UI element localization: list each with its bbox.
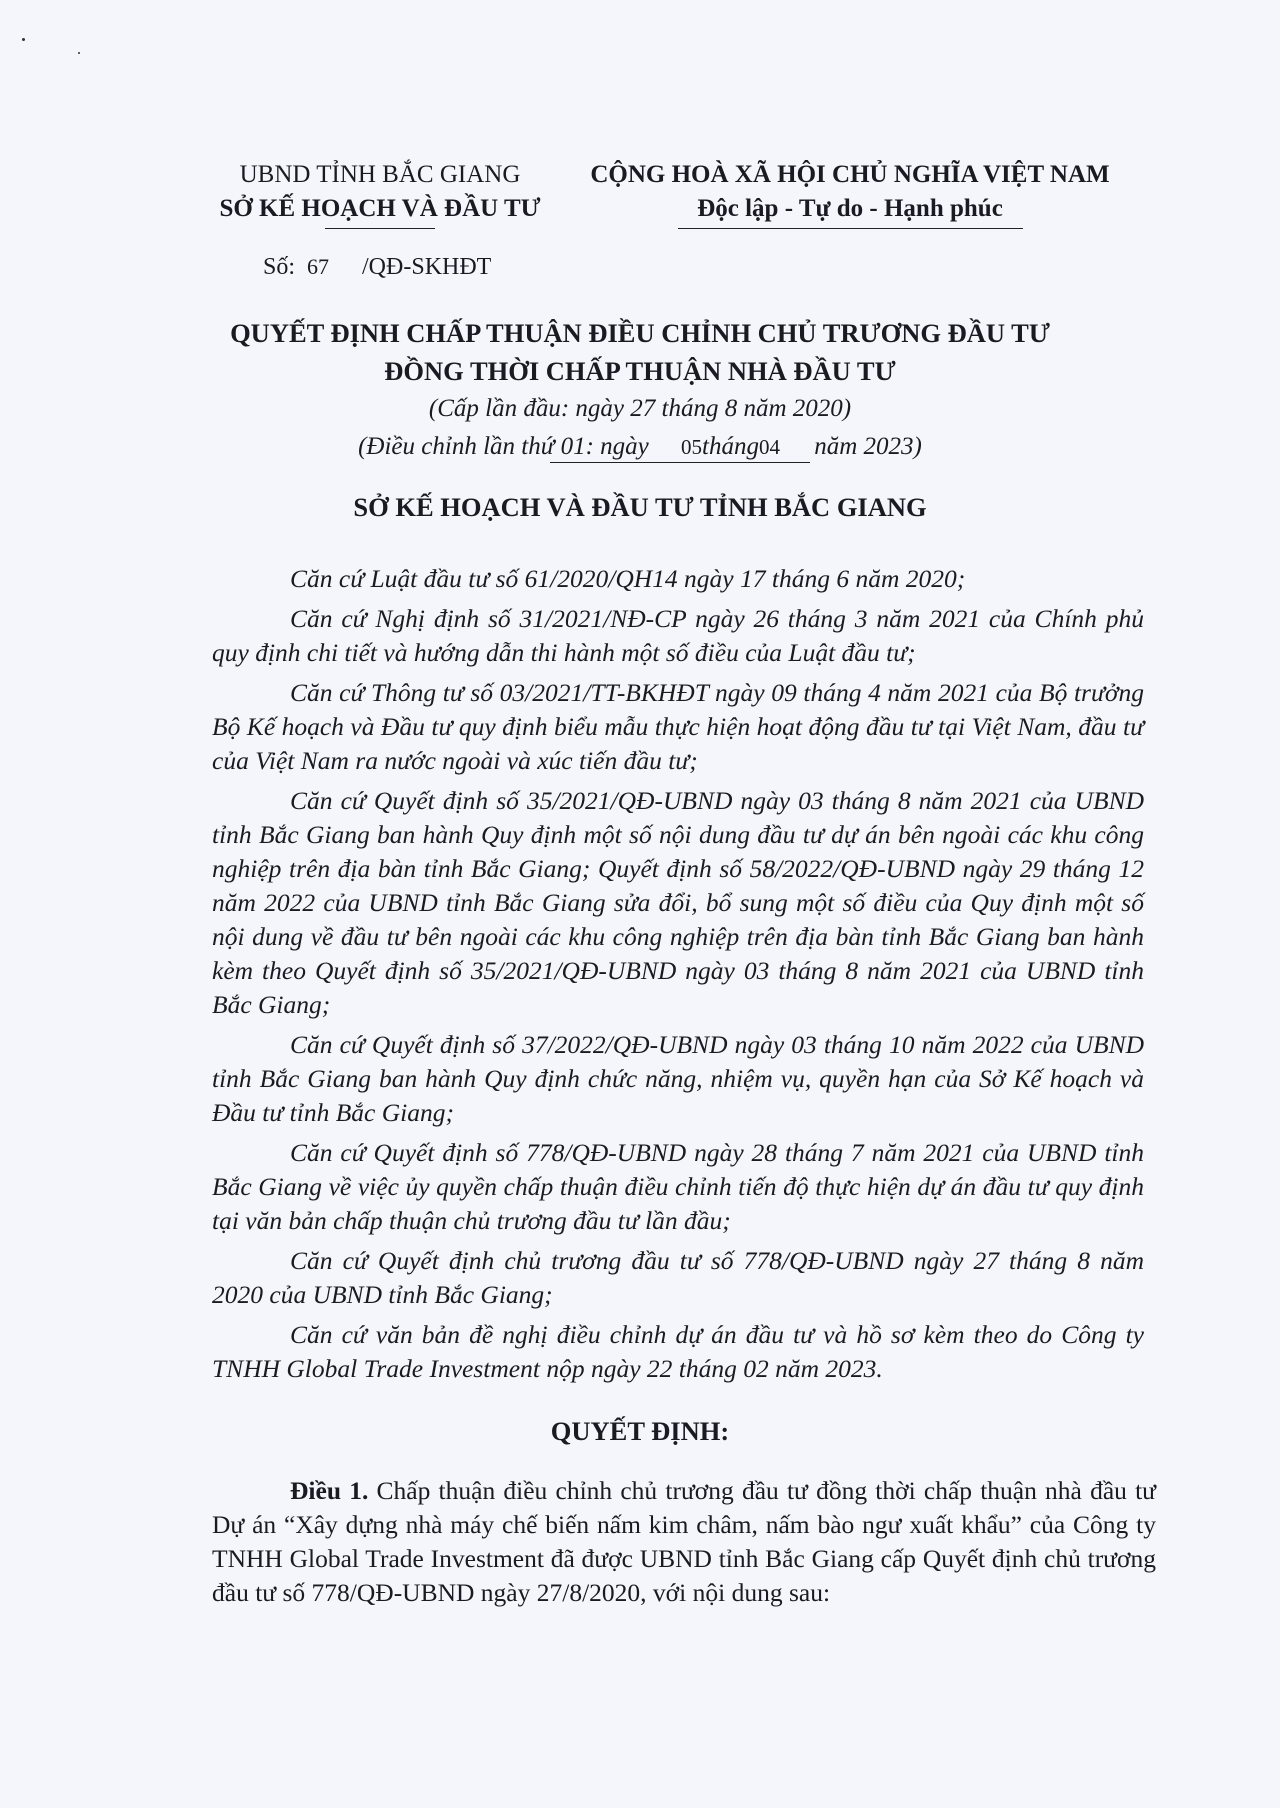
document-title-block: [0, 314, 1280, 463]
legal-basis-item: Căn cứ Nghị định số 31/2021/NĐ-CP ngày 26 tháng 3 năm 2021 của Chính phủ quy định chi tiết và hướng dẫn thi hành một số điều của Luật đầu tư;: [212, 604, 1144, 667]
national-motto: Độc lập - Tự do - Hạnh phúc: [697, 195, 1003, 222]
doc-number-value: 67: [307, 254, 330, 279]
article-1: [212, 1474, 1156, 1610]
national-motto-block: [560, 158, 1140, 229]
scan-speck: [22, 38, 25, 41]
legal-basis-item: Căn cứ Quyết định số 37/2022/QĐ-UBND ngày 03 tháng 10 năm 2022 của UBND tỉnh Bắc Giang ban hành Quy định chức năng, nhiệm vụ, quyền hạn của Sở Kế hoạch và Đầu tư tỉnh Bắc Giang;: [212, 1030, 1144, 1127]
issuing-agency: SỞ KẾ HOẠCH VÀ ĐẦU TƯ: [219, 195, 541, 222]
title-line-2: ĐỒNG THỜI CHẤP THUẬN NHÀ ĐẦU TƯ: [384, 356, 896, 386]
title-line-1: QUYẾT ĐỊNH CHẤP THUẬN ĐIỀU CHỈNH CHỦ TRƯƠNG ĐẦU TƯ: [230, 318, 1050, 348]
doc-number-suffix: /QĐ-SKHĐT: [362, 254, 492, 280]
national-title: CỘNG HOÀ XÃ HỘI CHỦ NGHĨA VIỆT NAM: [590, 161, 1110, 188]
amendment-prefix: (Điều chỉnh lần thứ 01: ngày: [358, 433, 649, 460]
amendment-suffix: năm 2023): [814, 433, 922, 460]
legal-basis-item: Căn cứ Quyết định chủ trương đầu tư số 778/QĐ-UBND ngày 27 tháng 8 năm 2020 của UBND tỉnh Bắc Giang;: [212, 1246, 1144, 1309]
legal-basis-item: Căn cứ Luật đầu tư số 61/2020/QH14 ngày 17 tháng 6 năm 2020;: [290, 564, 966, 593]
document-header: [0, 158, 1280, 228]
decision-heading: QUYẾT ĐỊNH:: [550, 1416, 730, 1446]
first-issue-date: (Cấp lần đầu: ngày 27 tháng 8 năm 2020): [428, 395, 852, 422]
agency-underline: [325, 228, 435, 229]
parent-agency: UBND TỈNH BẮC GIANG: [239, 161, 521, 188]
authority-heading: SỞ KẾ HOẠCH VÀ ĐẦU TƯ TỈNH BẮC GIANG: [353, 492, 927, 522]
article-1-label: Điều 1.: [290, 1476, 369, 1505]
document-number: [263, 254, 491, 281]
motto-underline: [678, 228, 1023, 229]
legal-basis-item: Căn cứ Thông tư số 03/2021/TT-BKHĐT ngày 09 tháng 4 năm 2021 của Bộ trưởng Bộ Kế hoạch và Đầu tư quy định biểu mẫu thực hiện hoạt động đầu tư tại Việt Nam, đầu tư của Việt Nam ra nước ngoài và xúc tiến đầu tư;: [212, 678, 1144, 775]
issuing-agency-block: [190, 158, 570, 229]
amendment-month-word: tháng: [702, 433, 759, 460]
scan-speck: [78, 52, 80, 54]
article-1-text: Chấp thuận điều chỉnh chủ trương đầu tư đồng thời chấp thuận nhà đầu tư Dự án “Xây dựng nhà máy chế biến nấm kim châm, nấm bào ngư xuất khẩu” của Công ty TNHH Global Trade Investment đã được UBND tỉnh Bắc Giang cấp Quyết định chủ trương đầu tư số 778/QĐ-UBND ngày 27/8/2020, với nội dung sau:: [212, 1476, 1156, 1607]
amendment-date: [0, 428, 1280, 466]
doc-number-prefix: Số:: [263, 254, 296, 280]
amendment-day: 05: [681, 435, 703, 459]
legal-basis-item: Căn cứ Quyết định số 35/2021/QĐ-UBND ngày 03 tháng 8 năm 2021 của UBND tỉnh Bắc Giang ban hành Quy định một số nội dung đầu tư dự án bên ngoài các khu công nghiệp trên địa bàn tỉnh Bắc Giang; Quyết định số 58/2022/QĐ-UBND ngày 29 tháng 12 năm 2022 của UBND tỉnh Bắc Giang sửa đổi, bổ sung một số điều của Quy định một số nội dung về đầu tư bên ngoài các khu công nghiệp trên địa bàn tỉnh Bắc Giang ban hành kèm theo Quyết định số 35/2021/QĐ-UBND ngày 03 tháng 8 năm 2021 của UBND tỉnh Bắc Giang;: [212, 786, 1144, 1019]
amendment-month: 04: [758, 435, 780, 459]
legal-basis-item: Căn cứ Quyết định số 778/QĐ-UBND ngày 28 tháng 7 năm 2021 của UBND tỉnh Bắc Giang về việc ủy quyền chấp thuận điều chỉnh tiến độ thực hiện dự án đầu tư quy định tại văn bản chấp thuận chủ trương đầu tư lần đầu;: [212, 1138, 1144, 1235]
legal-bases: [212, 562, 1144, 1392]
legal-basis-item: Căn cứ văn bản đề nghị điều chỉnh dự án đầu tư và hồ sơ kèm theo do Công ty TNHH Global Trade Investment nộp ngày 22 tháng 02 năm 2023.: [212, 1320, 1144, 1383]
